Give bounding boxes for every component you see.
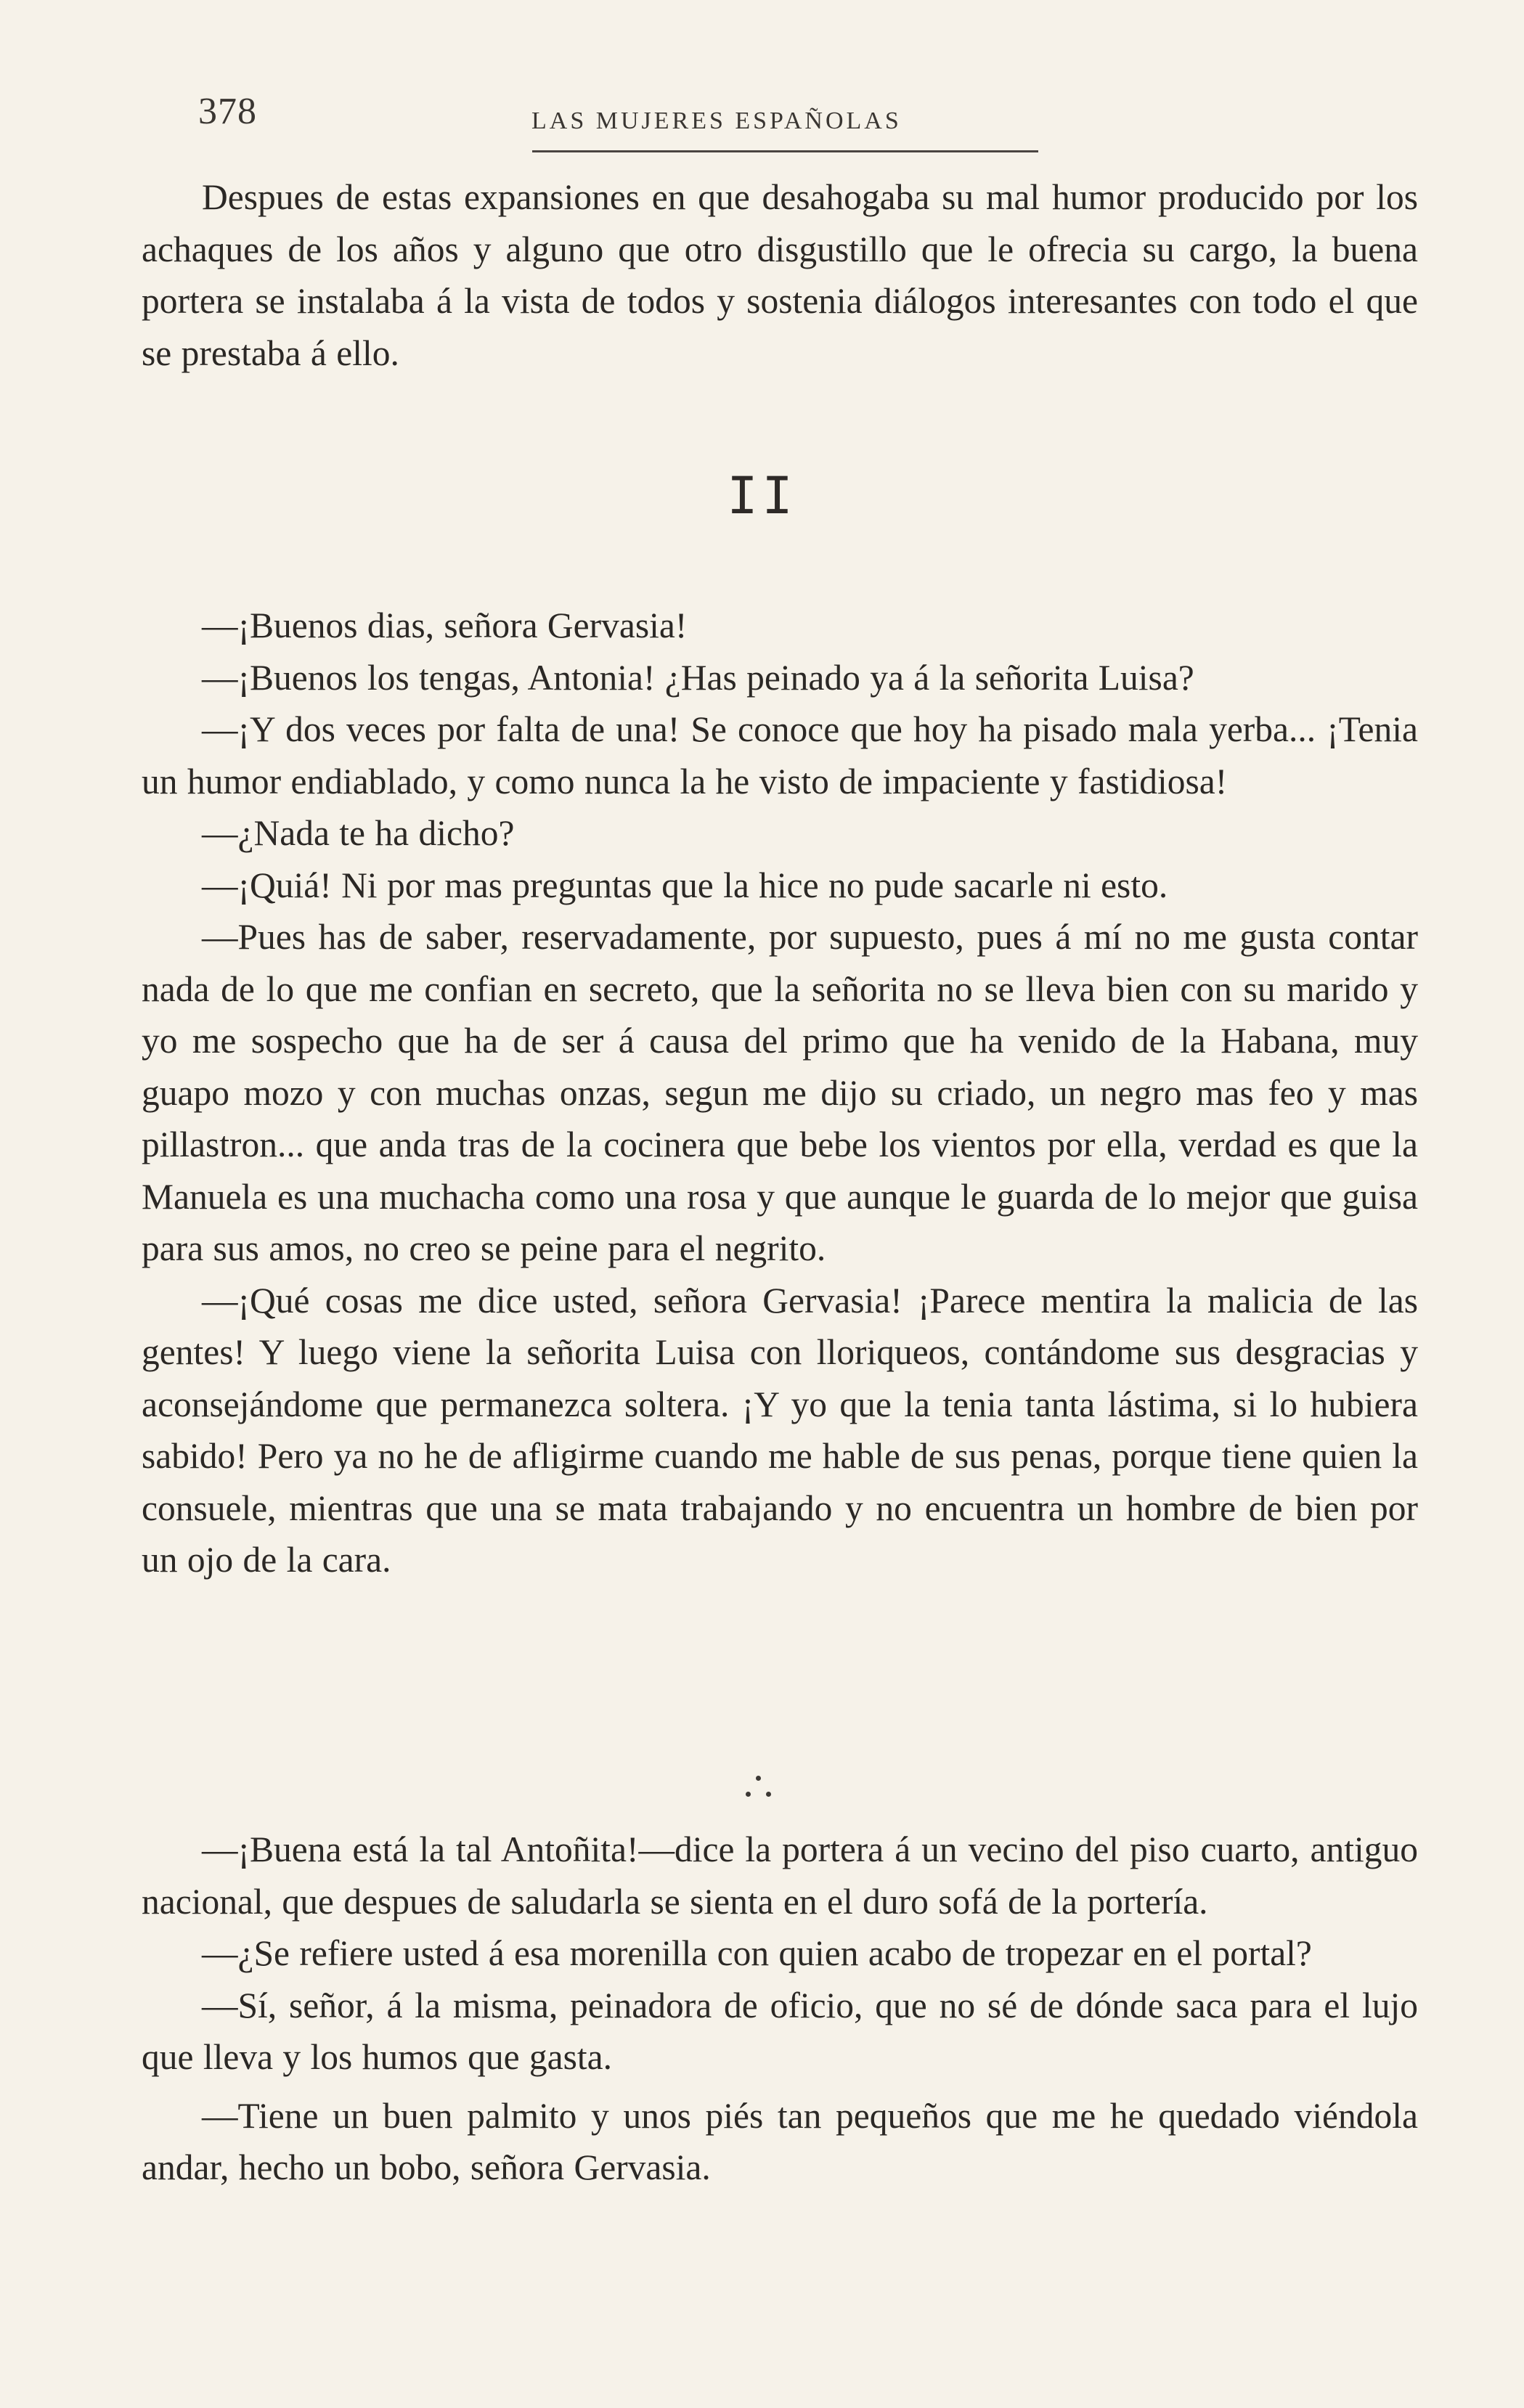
intro-text	[142, 171, 1418, 379]
page-number: 378	[198, 91, 257, 132]
asterism-separator	[737, 1776, 781, 1805]
dialogue-line: —¡Y dos veces por falta de una! Se conoce que hoy ha pisado mala yerba... ¡Tenia un humor endiablado, y como nunca la he visto de impaciente y fastidiosa!	[142, 709, 1418, 801]
dialogue-line: —¡Qué cosas me dice usted, señora Gervasia! ¡Parece mentira la malicia de las gentes! Y luego viene la señorita Luisa con lloriqueos, contándome sus desgracias y aconsejándome que permanezca soltera. ¡Y yo que la tenia tanta lástima, si lo hubiera sabido! Pero ya no he de afligirme cuando me hable de sus penas, porque tiene quien la consuele, mientras que una se mata trabajando y no encuentra un hombre de bien por un ojo de la cara.	[142, 1280, 1418, 1580]
dialogue-line: —Tiene un buen palmito y unos piés tan pequeños que me he quedado viéndola andar, hecho un bobo, señora Gervasia.	[142, 2095, 1418, 2187]
header-rule	[532, 150, 1038, 152]
after-break-text	[142, 1824, 1418, 2194]
dialogue-line: —¡Buenos los tengas, Antonia! ¿Has peinado ya á la señorita Luisa?	[202, 657, 1194, 698]
dialogue-text	[142, 600, 1418, 1586]
dialogue-line: —¡Buenos dias, señora Gervasia!	[202, 605, 688, 645]
dialogue-line: —Pues has de saber, reservadamente, por supuesto, pues á mí no me gusta contar nada de lo que me confian en secreto, que la señorita no se lleva bien con su marido y yo me sospecho que ha de ser á causa del primo que ha venido de la Habana, muy guapo mozo y con muchas onzas, segun me dijo su criado, un negro mas feo y mas pillastron... que anda tras de la cocinera que bebe los vientos por ella, verdad es que la Manuela es una muchacha como una rosa y que aunque le guarda de lo mejor que guisa para sus amos, no creo se peine para el negrito.	[142, 917, 1418, 1268]
dialogue-line: —¡Quiá! Ni por mas preguntas que la hice no pude sacarle ni esto.	[202, 865, 1168, 905]
dialogue-line: —¿Se refiere usted á esa morenilla con quien acabo de tropezar en el portal?	[202, 1933, 1312, 1973]
asterism-dot	[766, 1792, 771, 1797]
asterism-dot	[746, 1792, 751, 1797]
asterism-dot	[756, 1776, 761, 1781]
section-heading: II	[727, 466, 797, 526]
dialogue-line: —¡Buena está la tal Antoñita!—dice la portera á un vecino del piso cuarto, antiguo nacional, que despues de saludarla se sienta en el duro sofá de la portería.	[142, 1829, 1418, 1922]
dialogue-line: —¿Nada te ha dicho?	[202, 813, 515, 853]
paragraph: Despues de estas expansiones en que desahogaba su mal humor producido por los achaques de los años y alguno que otro disgustillo que le ofrecia su cargo, la buena portera se instalaba á la vista de todos y sostenia diálogos interesantes con todo el que se prestaba á ello.	[142, 177, 1418, 373]
dialogue-line: —Sí, señor, á la misma, peinadora de oficio, que no sé de dónde saca para el lujo que lleva y los humos que gasta.	[142, 1985, 1418, 2077]
running-head: LAS MUJERES ESPAÑOLAS	[531, 107, 902, 134]
